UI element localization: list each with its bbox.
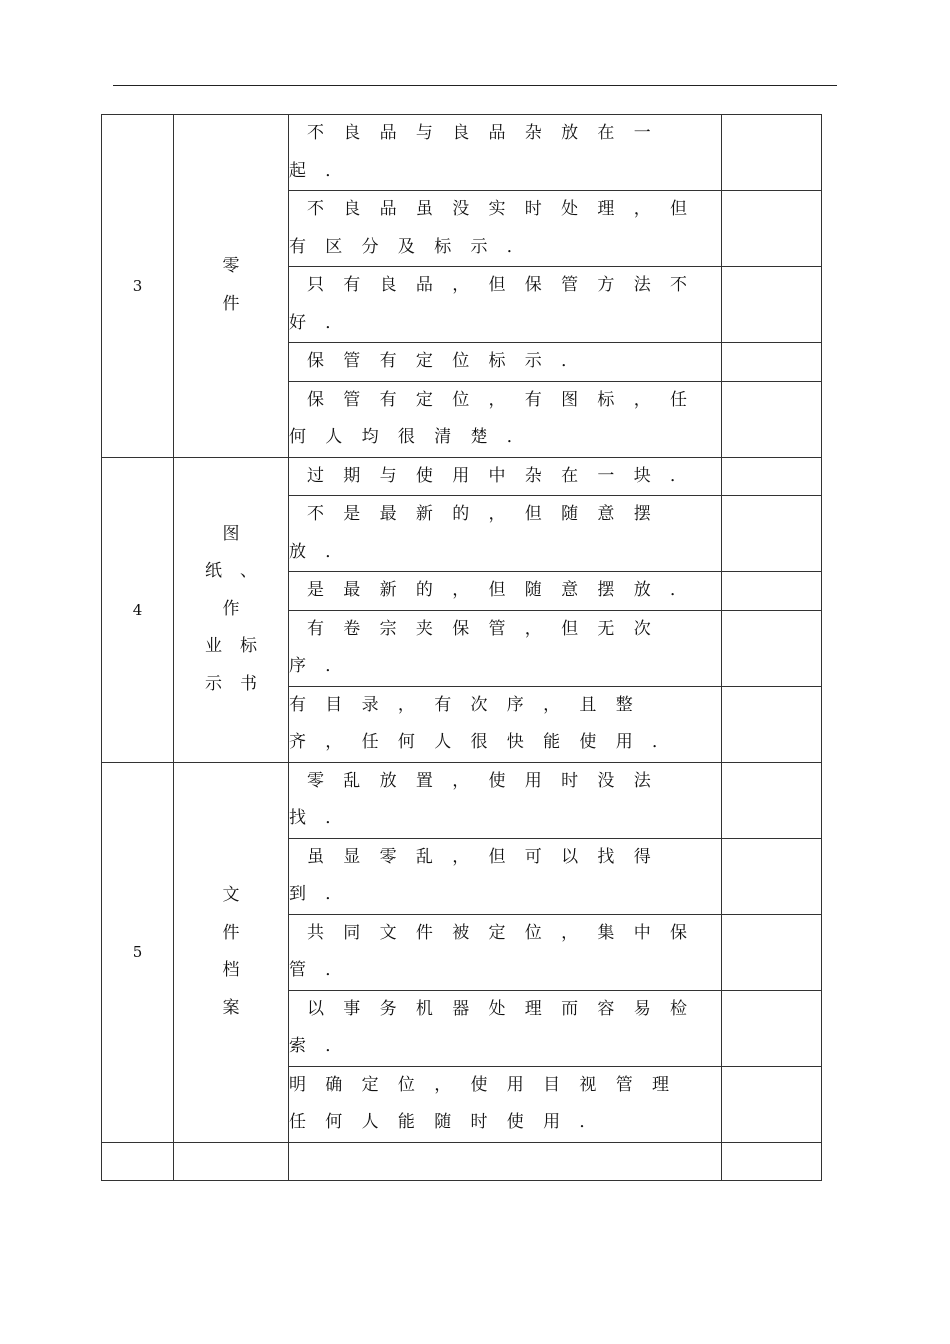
score-cell[interactable] — [722, 610, 822, 686]
criterion-text: 是最新的，但随意摆放． — [289, 572, 722, 611]
criterion-text: 虽显零乱，但可以找得到． — [289, 838, 722, 914]
item-name: 文 件 档 案 — [174, 762, 289, 1142]
score-cell[interactable] — [722, 496, 822, 572]
criterion-text: 过期与使用中杂在一块． — [289, 457, 722, 496]
score-cell[interactable] — [722, 572, 822, 611]
criterion-text: 零乱放置，使用时没法找． — [289, 762, 722, 838]
criterion-text: 共同文件被定位，集中保管． — [289, 914, 722, 990]
score-cell[interactable] — [722, 191, 822, 267]
score-cell[interactable] — [722, 267, 822, 343]
empty-cell[interactable] — [289, 1142, 722, 1180]
criterion-text: 保管有定位标示． — [289, 343, 722, 382]
table-row — [102, 115, 822, 191]
criterion-text: 保管有定位，有图标，任何人均很清楚． — [289, 381, 722, 457]
empty-cell[interactable] — [722, 1142, 822, 1180]
table-row — [102, 762, 822, 838]
score-cell[interactable] — [722, 686, 822, 762]
score-cell[interactable] — [722, 1066, 822, 1142]
table-row — [102, 457, 822, 496]
criterion-text: 不良品与良品杂放在一起． — [289, 115, 722, 191]
score-cell[interactable] — [722, 381, 822, 457]
score-cell[interactable] — [722, 990, 822, 1066]
group-number: 3 — [102, 115, 174, 458]
item-name: 图 纸、 作 业标 示书 — [174, 457, 289, 762]
criterion-text: 有卷宗夹保管，但无次序． — [289, 610, 722, 686]
empty-row — [102, 1142, 822, 1180]
criterion-text: 以事务机器处理而容易检索． — [289, 990, 722, 1066]
criterion-text: 只有良品，但保管方法不好． — [289, 267, 722, 343]
evaluation-table — [101, 114, 822, 1181]
criterion-text: 不是最新的，但随意摆放． — [289, 496, 722, 572]
score-cell[interactable] — [722, 343, 822, 382]
criterion-text: 有目录，有次序，且整齐，任何人很快能使用． — [289, 686, 722, 762]
score-cell[interactable] — [722, 762, 822, 838]
group-number: 4 — [102, 457, 174, 762]
empty-cell[interactable] — [102, 1142, 174, 1180]
score-cell[interactable] — [722, 838, 822, 914]
header-rule — [113, 85, 837, 86]
score-cell[interactable] — [722, 457, 822, 496]
item-name: 零 件 — [174, 115, 289, 458]
score-cell[interactable] — [722, 914, 822, 990]
empty-cell[interactable] — [174, 1142, 289, 1180]
criterion-text: 明确定位，使用目视管理任何人能随时使用． — [289, 1066, 722, 1142]
score-cell[interactable] — [722, 115, 822, 191]
group-number: 5 — [102, 762, 174, 1142]
criterion-text: 不良品虽没实时处理，但有区分及标示． — [289, 191, 722, 267]
